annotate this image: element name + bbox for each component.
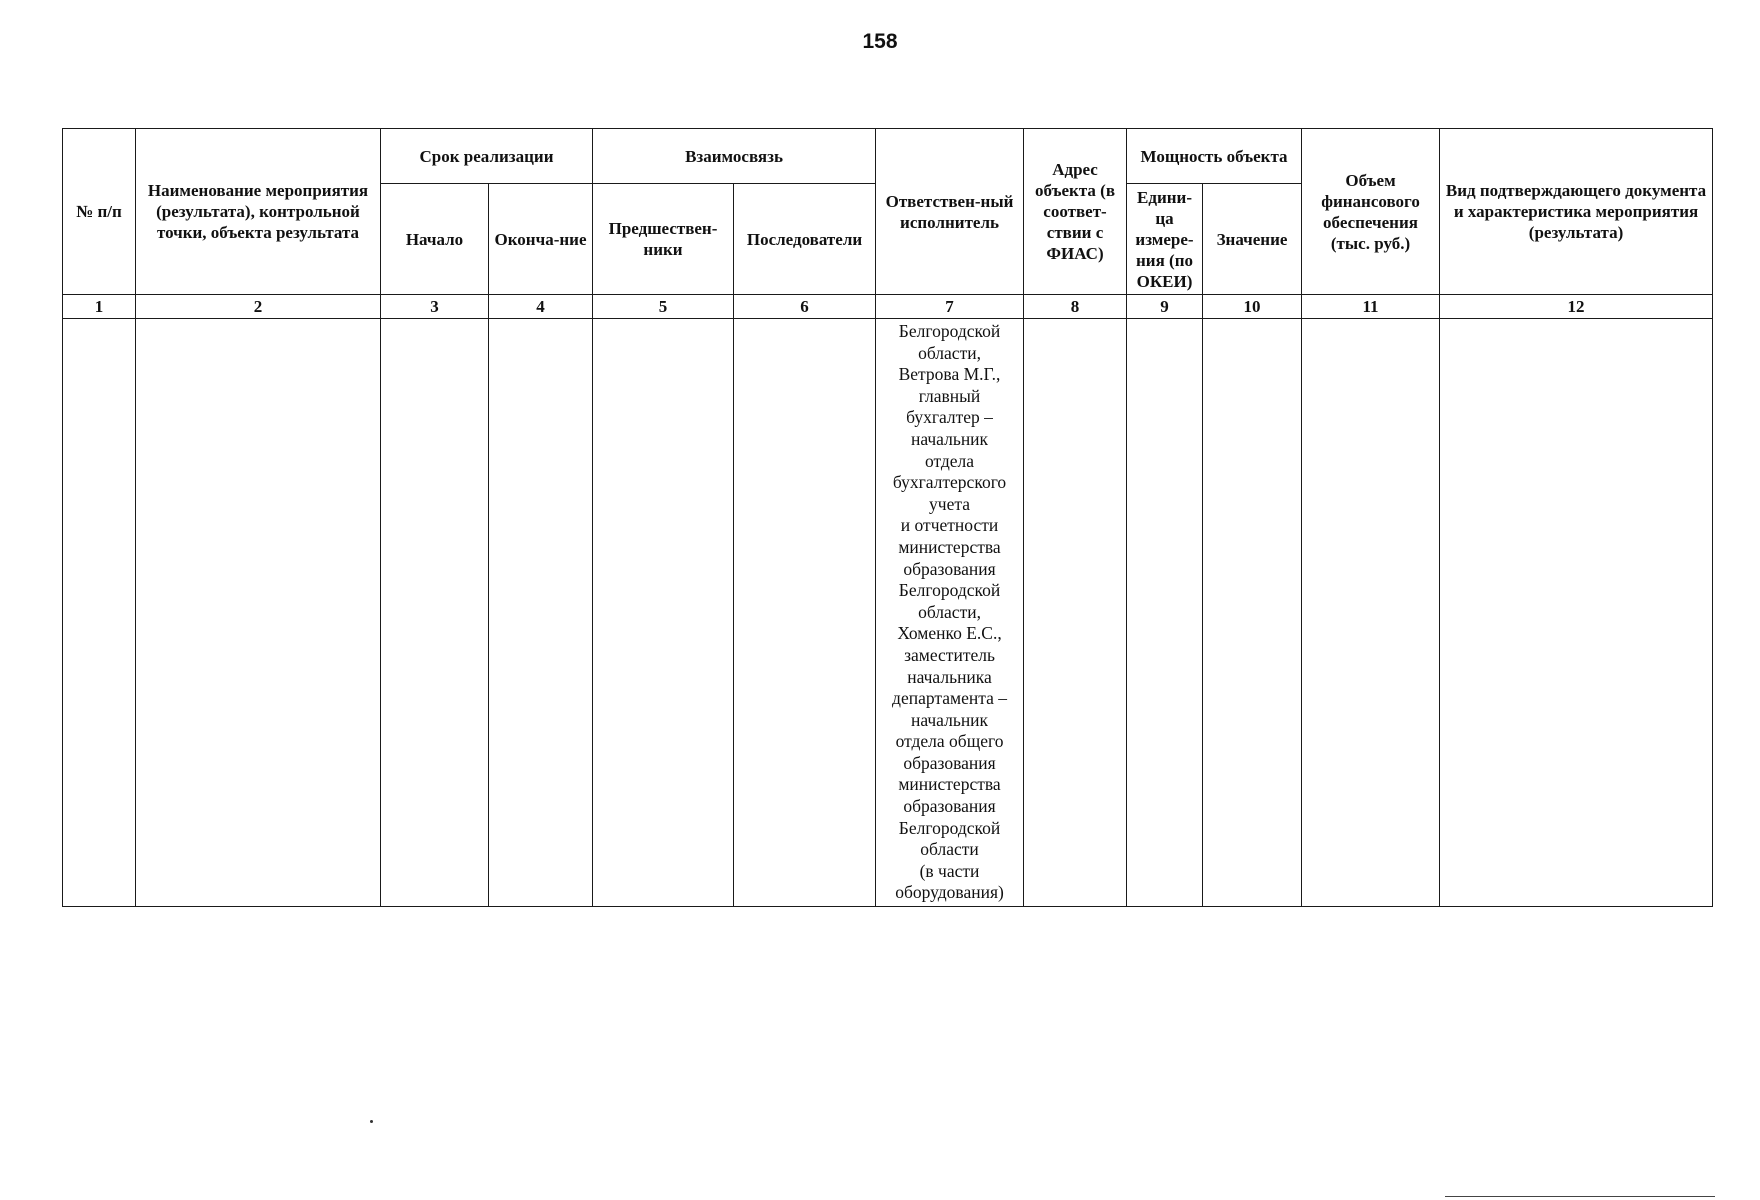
responsible-line: области bbox=[920, 839, 979, 860]
column-number: 5 bbox=[593, 295, 734, 319]
column-number: 11 bbox=[1302, 295, 1440, 319]
header-period-end: Оконча-ние bbox=[489, 184, 593, 295]
column-number: 4 bbox=[489, 295, 593, 319]
header-row-1 bbox=[63, 129, 1713, 184]
cell-finance bbox=[1302, 319, 1440, 907]
header-capacity-value: Значение bbox=[1203, 184, 1302, 295]
cell-start bbox=[381, 319, 489, 907]
responsible-line: Белгородской bbox=[898, 580, 1001, 601]
header-capacity-unit: Едини-ца измере-ния (по ОКЕИ) bbox=[1127, 184, 1203, 295]
cell-end bbox=[489, 319, 593, 907]
responsible-line: Белгородской bbox=[898, 817, 1001, 838]
cell-num bbox=[63, 319, 136, 907]
column-number: 1 bbox=[63, 295, 136, 319]
responsible-line: бухгалтерского bbox=[892, 472, 1007, 493]
column-number: 9 bbox=[1127, 295, 1203, 319]
responsible-line: образования bbox=[903, 796, 996, 817]
responsible-line: Хоменко Е.С., bbox=[897, 623, 1002, 644]
responsible-line: области, bbox=[918, 342, 981, 363]
responsible-line: начальника bbox=[907, 666, 992, 687]
table-row bbox=[63, 319, 1713, 907]
page-number: 158 bbox=[862, 30, 898, 53]
cell-capacity-unit bbox=[1127, 319, 1203, 907]
header-num: № п/п bbox=[63, 129, 136, 295]
header-relation-prev: Предшествен-ники bbox=[593, 184, 734, 295]
responsible-line: (в части bbox=[919, 860, 980, 881]
cell-prev bbox=[593, 319, 734, 907]
responsible-line: области, bbox=[918, 601, 981, 622]
responsible-line: департамента – bbox=[892, 688, 1007, 709]
header-capacity: Мощность объекта bbox=[1127, 129, 1302, 184]
responsible-line: образования bbox=[903, 558, 996, 579]
header-name: Наименование мероприятия (результата), контрольной точки, объекта результата bbox=[136, 129, 381, 295]
responsible-line: Ветрова М.Г., bbox=[898, 364, 1001, 385]
plan-table bbox=[62, 128, 1713, 907]
column-number: 6 bbox=[734, 295, 876, 319]
responsible-line: начальник bbox=[910, 709, 989, 730]
responsible-line: бухгалтер – bbox=[906, 407, 993, 428]
header-finance: Объем финансового обеспечения (тыс. руб.) bbox=[1302, 129, 1440, 295]
cell-capacity-value bbox=[1203, 319, 1302, 907]
responsible-line: отдела bbox=[924, 450, 975, 471]
header-relation: Взаимосвязь bbox=[593, 129, 876, 184]
cell-responsible bbox=[876, 319, 1024, 907]
responsible-line: заместитель bbox=[904, 644, 995, 665]
column-number: 3 bbox=[381, 295, 489, 319]
responsible-line: оборудования) bbox=[895, 882, 1004, 903]
responsible-line: отдела общего bbox=[895, 731, 1004, 752]
responsible-line: начальник bbox=[910, 428, 989, 449]
scan-edge-line bbox=[1445, 1196, 1715, 1197]
column-number: 7 bbox=[876, 295, 1024, 319]
header-address: Адрес объекта (в соответ-ствии с ФИАС) bbox=[1024, 129, 1127, 295]
cell-next bbox=[734, 319, 876, 907]
responsible-line: образования bbox=[903, 752, 996, 773]
responsible-line: учета bbox=[929, 493, 970, 514]
scan-speck bbox=[370, 1120, 373, 1123]
header-responsible: Ответствен-ный исполнитель bbox=[876, 129, 1024, 295]
responsible-line: Белгородской bbox=[898, 321, 1001, 341]
responsible-line: и отчетности bbox=[900, 515, 999, 536]
header-period-start: Начало bbox=[381, 184, 489, 295]
column-number-row bbox=[63, 295, 1713, 319]
cell-address bbox=[1024, 319, 1127, 907]
cell-doc-type bbox=[1440, 319, 1713, 907]
header-period: Срок реализации bbox=[381, 129, 593, 184]
header-doc-type: Вид подтверждающего документа и характеристика мероприятия (результата) bbox=[1440, 129, 1713, 295]
column-number: 2 bbox=[136, 295, 381, 319]
header-relation-next: Последователи bbox=[734, 184, 876, 295]
cell-name bbox=[136, 319, 381, 907]
column-number: 8 bbox=[1024, 295, 1127, 319]
column-number: 10 bbox=[1203, 295, 1302, 319]
responsible-line: министерства bbox=[898, 774, 1001, 795]
responsible-line: министерства bbox=[898, 536, 1001, 557]
responsible-line: главный bbox=[918, 385, 981, 406]
column-number: 12 bbox=[1440, 295, 1713, 319]
